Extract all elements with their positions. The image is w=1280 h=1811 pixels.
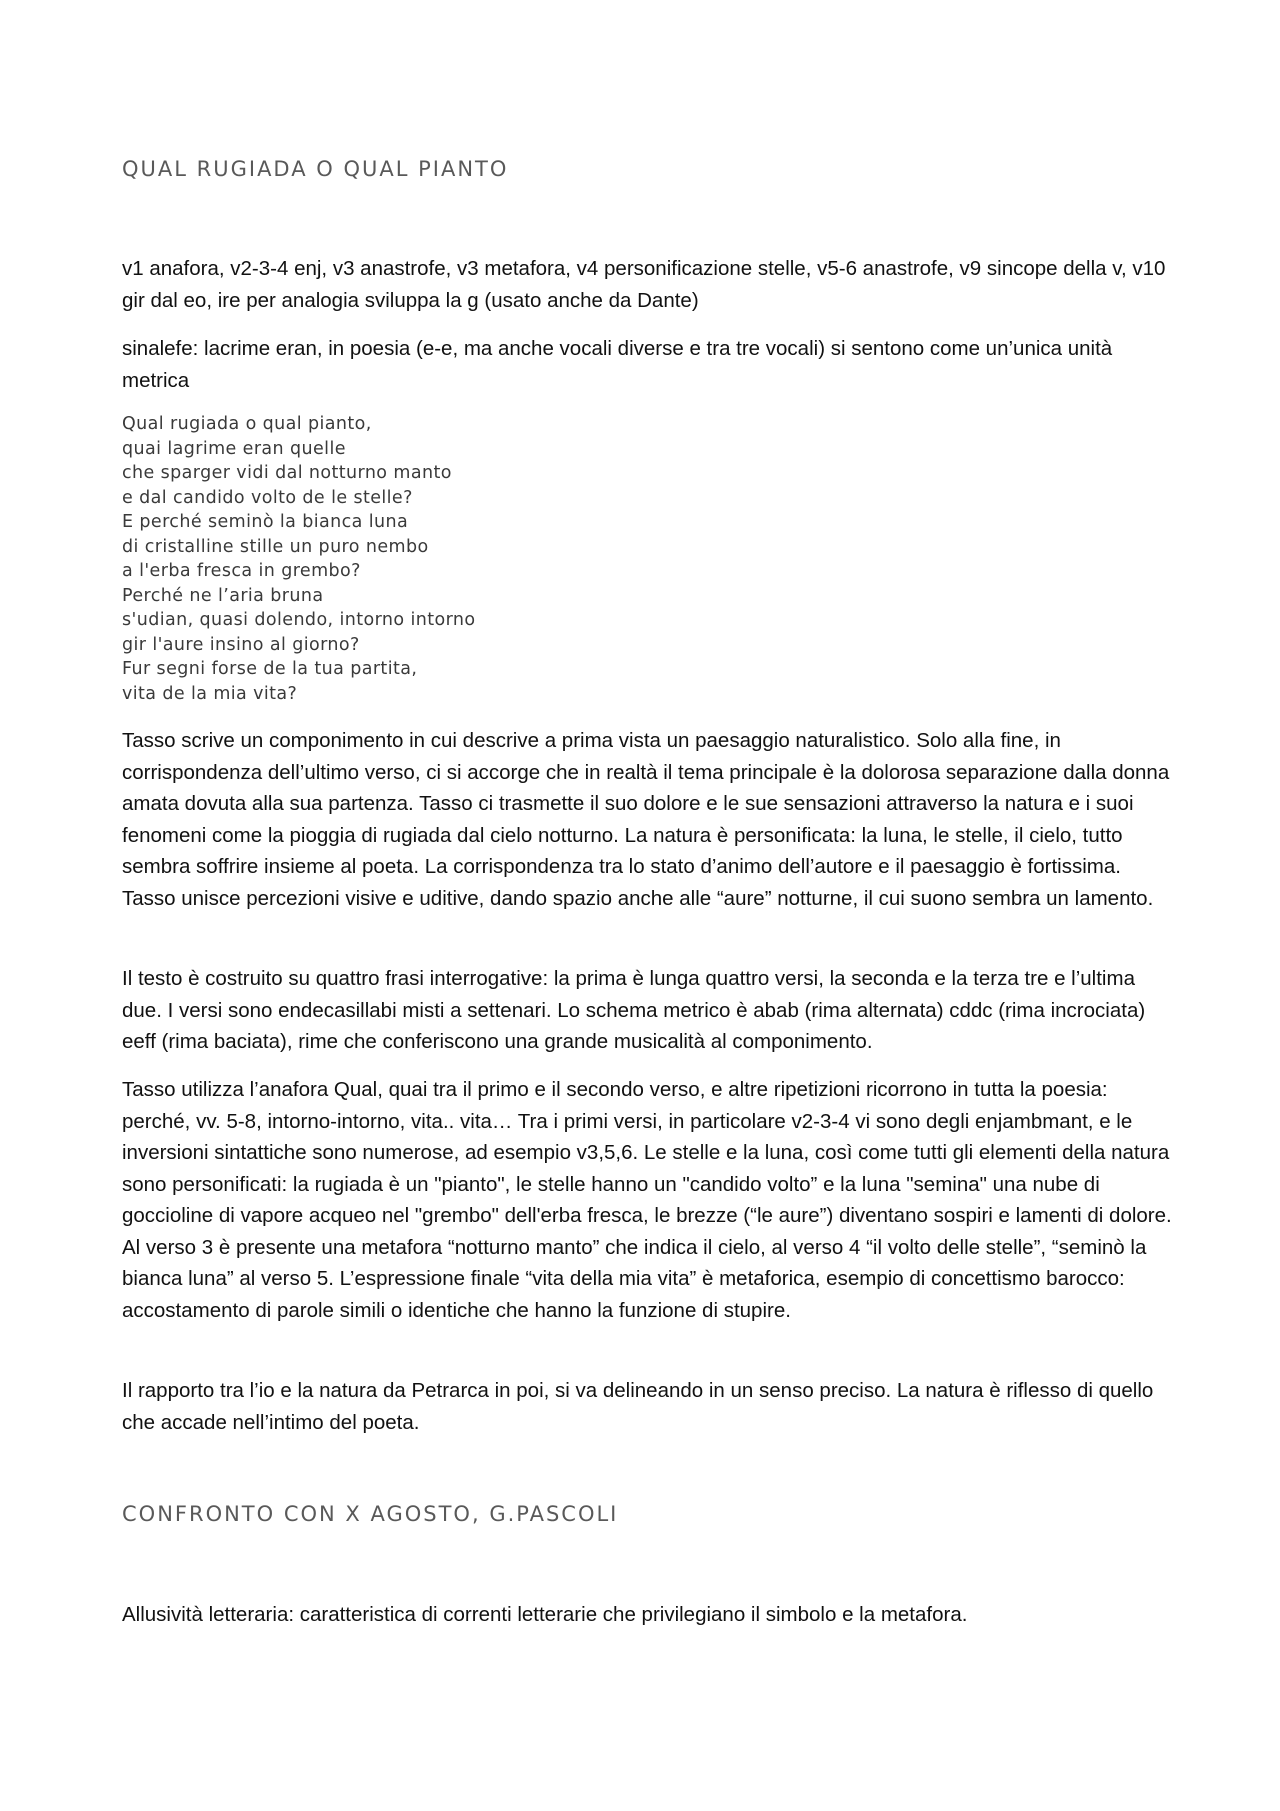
poem-line: quai lagrime eran quelle: [122, 438, 346, 459]
poem-line: che sparger vidi dal notturno manto: [122, 463, 452, 483]
poem-line: Qual rugiada o qual pianto,: [122, 414, 372, 434]
analysis-paragraph-1: Tasso scrive un componimento in cui descrive a prima vista un paesaggio naturalistico. Solo alla fine, in corrispondenza dell’ultimo verso, ci si accorge che in realtà il tema principale è la dolorosa separazione dalla donna amata dovuta alla sua partenza. Tasso ci trasmette il suo dolore e le sue sensazioni attraverso la natura e i suoi fenomeni come la pioggia di rugiada dal cielo notturno. La natura è personificata: la luna, le stelle, il cielo, tutto sembra soffrire insieme al poeta. La corrispondenza tra lo stato d’animo dell’autore e il paesaggio è fortissima. Tasso unisce percezioni visive e uditive, dando spazio anche alle “aure” notturne, il cui suono sembra un lamento.: [122, 729, 1170, 910]
poem-line: di cristalline stille un puro nembo: [122, 536, 429, 557]
analysis-paragraph-4: Il rapporto tra l’io e la natura da Petrarca in poi, si va delineando in un senso preciso. La natura è riflesso di quello che accade nell’intimo del poeta.: [122, 1379, 1154, 1434]
poem-line: gir l'aure insino al giorno?: [122, 634, 360, 655]
poem-line: E perché seminò la bianca luna: [122, 512, 409, 532]
poem-line: a l'erba fresca in grembo?: [122, 561, 361, 581]
section-title-confronto: CONFRONTO CON X AGOSTO, G.PASCOLI: [122, 1502, 619, 1526]
poem-line: vita de la mia vita?: [122, 683, 298, 704]
sinalefe-paragraph: sinalefe: lacrime eran, in poesia (e-e, ma anche vocali diverse e tra tre vocali) si sentono come un’unica unità metrica: [122, 337, 1113, 392]
allusivita-paragraph: Allusività letteraria: caratteristica di correnti letterarie che privilegiano il simbolo e la metafora.: [122, 1603, 968, 1626]
poem-line: e dal candido volto de le stelle?: [122, 487, 413, 508]
poem-block: [122, 412, 475, 706]
page-title: QUAL RUGIADA O QUAL PIANTO: [122, 157, 509, 181]
analysis-paragraph-2: Il testo è costruito su quattro frasi interrogative: la prima è lunga quattro versi, la seconda e la terza tre e l’ultima due. I versi sono endecasillabi misti a settenari. Lo schema metrico è abab (rima alternata) cddc (rima incrociata) eeff (rima baciata), rime che conferiscono una grande musicalità al componimento.: [122, 967, 1146, 1053]
poem-line: Perché ne l’aria bruna: [122, 585, 324, 606]
poem-line: Fur segni forse de la tua partita,: [122, 659, 418, 679]
poem-line: s'udian, quasi dolendo, intorno intorno: [122, 610, 476, 630]
notes-paragraph: v1 anafora, v2-3-4 enj, v3 anastrofe, v3 metafora, v4 personificazione stelle, v5-6 anastrofe, v9 sincope della v, v10 gir dal eo, ire per analogia sviluppa la g (usato anche da Dante): [122, 257, 1166, 312]
analysis-paragraph-3: Tasso utilizza l’anafora Qual, quai tra il primo e il secondo verso, e altre ripetizioni ricorrono in tutta la poesia: perché, vv. 5-8, intorno-intorno, vita.. vita… Tra i primi versi, in particolare v2-3-4 vi sono degli enjambmant, e le inversioni sintattiche sono numerose, ad esempio v3,5,6. Le stelle e la luna, così come tutti gli elementi della natura sono personificati: la rugiada è un "pianto", le stelle hanno un "candido volto” e la luna "semina" una nube di goccioline di vapore acqueo nel "grembo" dell'erba fresca, le brezze (“le aure”) diventano sospiri e lamenti di dolore. Al verso 3 è presente una metafora “notturno manto” che indica il cielo, al verso 4 “il volto delle stelle”, “seminò la bianca luna” al verso 5. L’espressione finale “vita della mia vita” è metaforica, esempio di concettismo barocco: accostamento di parole simili o identiche che hanno la funzione di stupire.: [122, 1078, 1172, 1322]
